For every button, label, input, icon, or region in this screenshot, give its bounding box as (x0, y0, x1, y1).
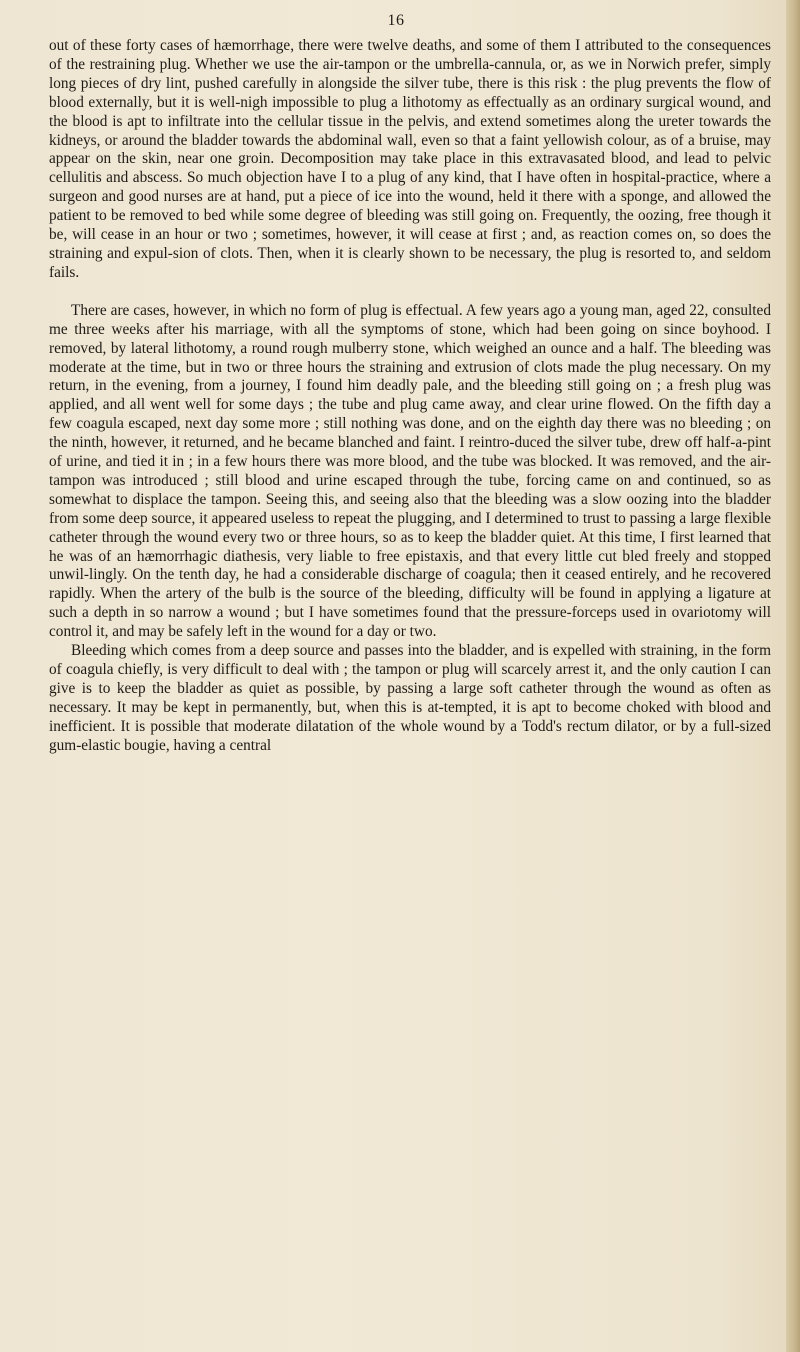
paragraph-case-report: There are cases, however, in which no form of plug is effectual. A few years ago a young man, aged 22, consulted me three weeks after his marriage, with all the symptoms of stone, which had been going on since boyhood. I removed, by lateral lithotomy, a round rough mulberry stone, which weighed an ounce and a half. The bleeding was moderate at the time, but in two or three hours the straining and extrusion of clots made the plug necessary. On my return, in the evening, from a journey, I found him deadly pale, and the bleeding still going on ; a fresh plug was applied, and all went well for some days ; the tube and plug came away, and clear urine flowed. On the fifth day a few coagula escaped, next day some more ; still nothing was done, and on the eighth day there was no bleeding ; on the ninth, however, it returned, and he became blanched and faint. I reintro-duced the silver tube, drew off half-a-pint of urine, and tied it in ; in a few hours there was more blood, and the tube was blocked. It was removed, and the air-tampon was introduced ; still blood and urine escaped through the tube, forcing came on and continued, so as somewhat to displace the tampon. Seeing this, and seeing also that the bleeding was a slow oozing into the bladder from some deep source, it appeared useless to repeat the plugging, and I determined to trust to passing a large flexible catheter through the wound every two or three hours, so as to keep the bladder quiet. At this time, I first learned that he was of an hæmorrhagic diathesis, very liable to free epistaxis, and that every little cut bled freely and stopped unwil-lingly. On the tenth day, he had a considerable discharge of coagula; then it ceased entirely, and he recovered rapidly. When the artery of the bulb is the source of the bleeding, difficulty will be found in applying a ligature at such a depth in so narrow a wound ; but I have sometimes found that the pressure-forceps used in ovariotomy will control it, and may be safely left in the wound for a day or two. (49, 301, 771, 641)
page-number: 16 (387, 12, 405, 29)
paragraph-deep-bleeding: Bleeding which comes from a deep source and passes into the bladder, and is expelled with straining, in the form of coagula chiefly, is very difficult to deal with ; the tampon or plug will scarcely arrest it, and the only caution I can give is to keep the bladder as quiet as possible, by passing a large soft catheter through the wound as often as necessary. It may be kept in permanently, but, when this is at-tempted, it is apt to become choked with blood and inefficient. It is possible that moderate dilatation of the whole wound by a Todd's rectum dilator, or by a full-sized gum-elastic bougie, having a central (49, 642, 771, 754)
body-text (49, 37, 771, 756)
page-binding-edge (786, 0, 800, 1352)
paragraph-hemorrhage-plug: out of these forty cases of hæmorrhage, there were twelve deaths, and some of them I attributed to the consequences of the restraining plug. Whether we use the air-tampon or the umbrella-cannula, or, as we in Norwich prefer, simply long pieces of dry lint, pushed carefully in alongside the silver tube, there is this risk : the plug prevents the flow of blood externally, but it is well-nigh impossible to plug a lithotomy as effectually as an ordinary surgical wound, and the blood is apt to infiltrate into the cellular tissue in the pelvis, and extend sometimes along the ureter towards the kidneys, or around the bladder towards the abdominal wall, even so that a faint yellowish colour, as of a bruise, may appear on the skin, near one groin. Decomposition may take place in this extravasated blood, and lead to pelvic cellulitis and abscess. So much objection have I to a plug of any kind, that I have often in hospital-practice, where a surgeon and good nurses are at hand, put a piece of ice into the wound, held it there with a sponge, and allowed the patient to be removed to bed while some degree of bleeding was still going on. Frequently, the oozing, free though it be, will cease in an hour or two ; sometimes, however, it will cease at first ; and, as reaction comes on, so does the straining and expul-sion of clots. Then, when it is clearly shown to be necessary, the plug is resorted to, and seldom fails. (49, 37, 771, 281)
